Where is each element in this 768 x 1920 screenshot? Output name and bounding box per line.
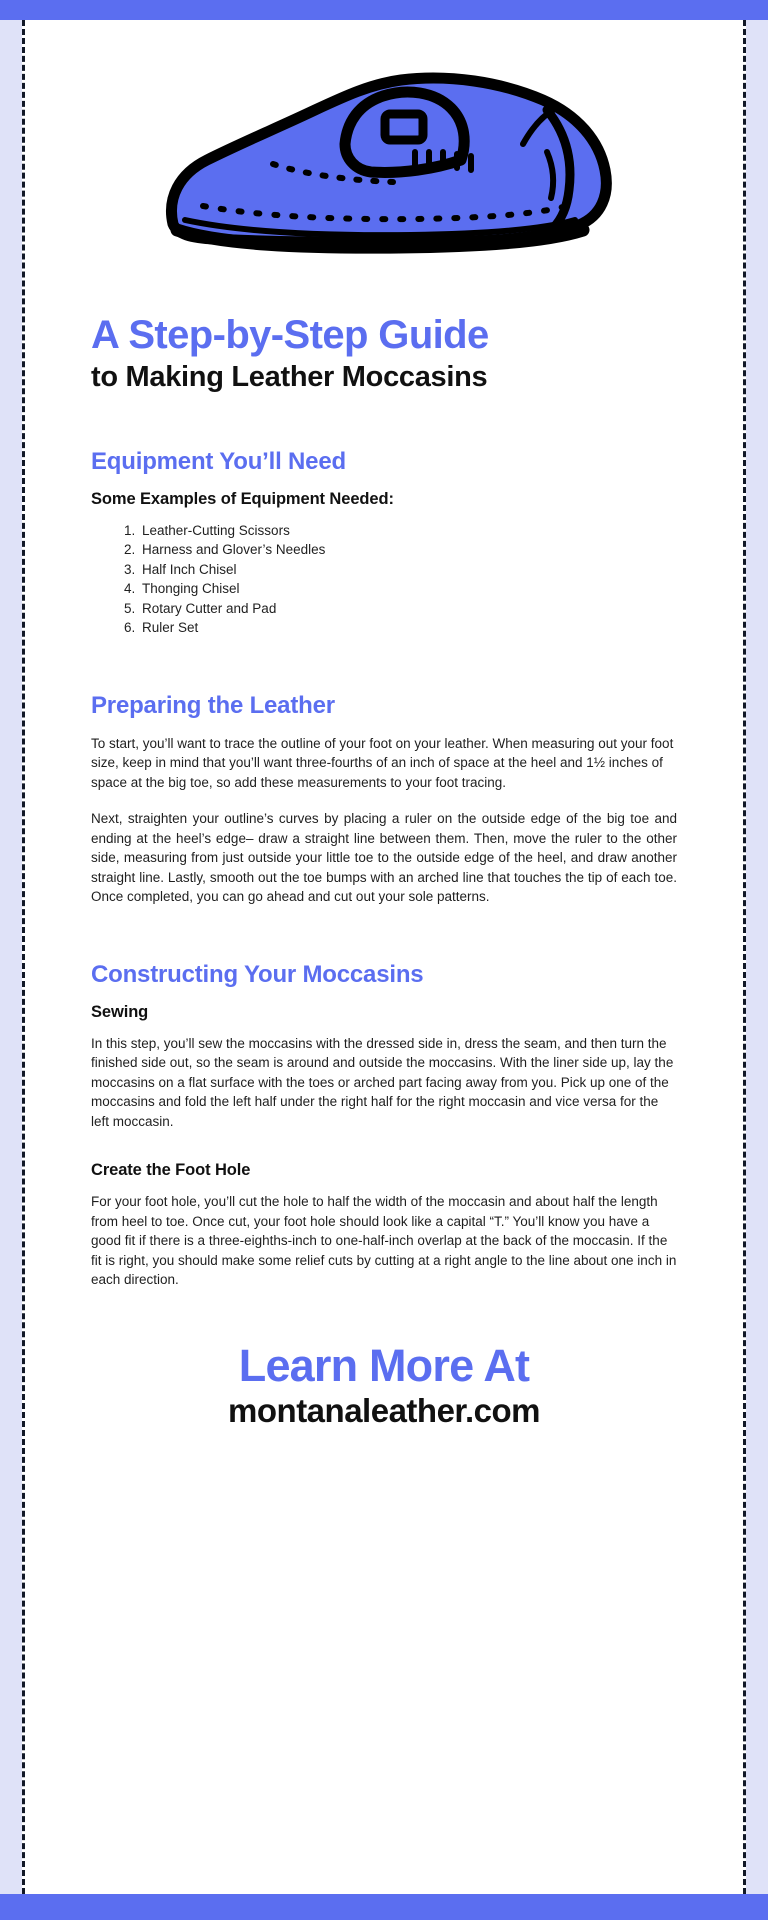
section-heading-equipment: Equipment You’ll Need — [91, 447, 346, 475]
title-line-1: A Step-by-Step Guide — [91, 313, 489, 357]
section-equipment — [91, 448, 677, 638]
paragraph: For your foot hole, you’ll cut the hole to half the width of the moccasin and about half the length from heel to toe. Once cut, your foot hole should look like a capital “T.” You’ll know you have a good fit if there is a three-eighths-inch to one-half-inch overlap at the back of the moccasin. If the fit is right, you should make some relief cuts by cutting at a right angle to the line about one inch in each direction. — [91, 1194, 677, 1288]
list-item: 3. Half Inch Chisel — [139, 560, 677, 580]
content-column — [25, 20, 743, 1894]
section-preparing-leather — [91, 692, 677, 907]
paragraph: To start, you’ll want to trace the outline of your foot on your leather. When measuring out your foot size, keep in mind that you’ll want three-fourths of an inch of space at the heel and 1½ inches of space at the big toe, so add these measurements to your foot tracing. — [91, 735, 674, 790]
paragraph: Next, straighten your outline’s curves by placing a ruler on the outside edge of the big toe and ending at the heel’s edge– draw a straight line between them. Then, move the ruler to the other side, measuring from just outside your little toe to the outside edge of the heel, and draw another straight line. Lastly, smooth out the toe bumps with an arched line that touches the tip of each toe. Once completed, you can go ahead and cut out your sole patterns. — [91, 811, 677, 905]
section-heading-constructing-moccasins: Constructing Your Moccasins — [91, 960, 424, 988]
list-item: 5. Rotary Cutter and Pad — [139, 599, 677, 619]
sub-heading-sewing: Sewing — [91, 1002, 149, 1021]
paragraph: In this step, you’ll sew the moccasins with the dressed side in, dress the seam, and then turn the finished side out, so the seam is around and outside the moccasins. With the liner side up, lay the moccasins on a flat surface with the toes or arched part facing away from you. Pick up one of the moccasins and fold the left half under the right half for the right moccasin and vice versa for the left moccasin. — [91, 1035, 674, 1129]
page-title — [91, 314, 677, 394]
infographic-panel — [22, 20, 746, 1894]
section-heading-preparing-leather: Preparing the Leather — [91, 691, 335, 719]
section-constructing-moccasins — [91, 961, 677, 1290]
moccasin-shoe-icon — [149, 48, 619, 268]
list-item: 4. Thonging Chisel — [139, 579, 677, 599]
title-line-2: to Making Leather Moccasins — [91, 361, 488, 394]
sub-heading-create-foot-hole: Create the Foot Hole — [91, 1161, 251, 1180]
bottom-accent-bar — [0, 1894, 768, 1920]
hero-illustration — [91, 20, 677, 270]
equipment-list — [139, 521, 677, 638]
cta-headline: Learn More At — [238, 1339, 530, 1391]
list-item: 2. Harness and Glover’s Needles — [139, 540, 677, 560]
list-item: 6. Ruler Set — [139, 618, 677, 638]
cta-website-url[interactable]: montanaleather.com — [228, 1392, 540, 1430]
top-accent-bar — [0, 0, 768, 20]
list-item: 1. Leather-Cutting Scissors — [139, 521, 677, 541]
sub-heading-equipment-examples: Some Examples of Equipment Needed: — [91, 489, 394, 508]
call-to-action — [91, 1339, 677, 1431]
